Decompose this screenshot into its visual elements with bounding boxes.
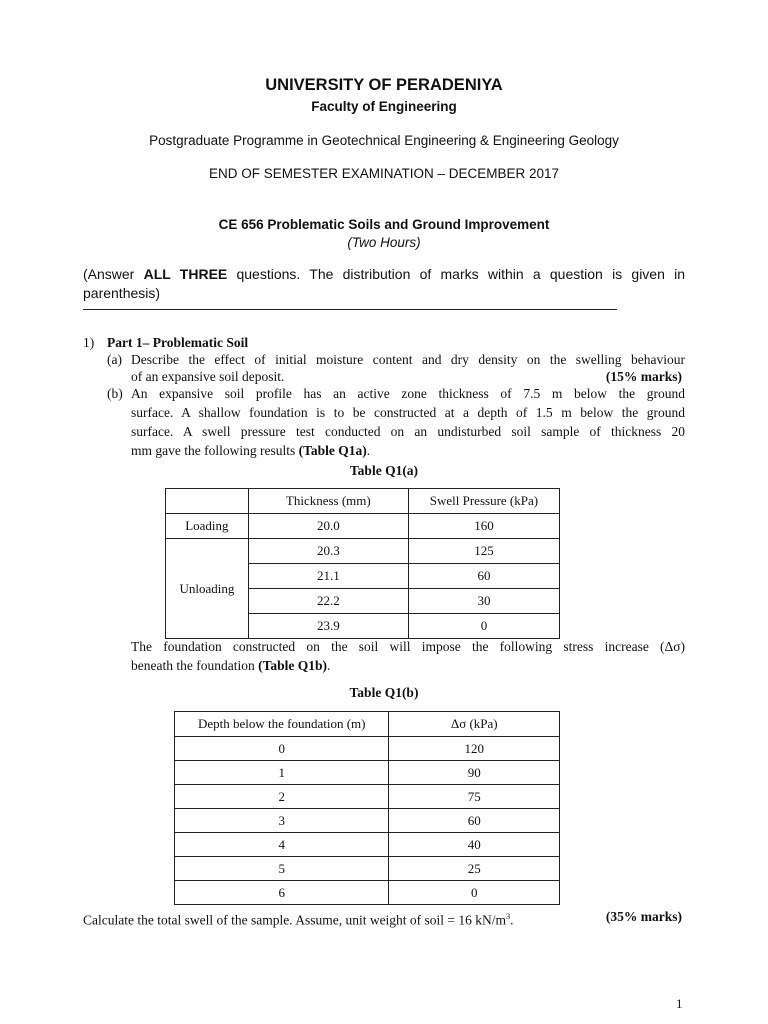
table-row <box>175 857 560 881</box>
part-b-line-4 <box>131 441 370 460</box>
programme-title: Postgraduate Programme in Geotechnical Engineering & Engineering Geology <box>149 133 619 148</box>
instructions-emphasis: ALL THREE <box>143 266 228 282</box>
table-q1a-caption: Table Q1(a) <box>349 463 419 478</box>
stress-text-line-2-text: beneath the foundation <box>131 658 259 673</box>
table-row <box>166 489 560 514</box>
stress-cell: 120 <box>389 737 560 761</box>
part-a-marks: (15% marks) <box>605 369 682 384</box>
table-header-cell <box>166 489 249 514</box>
table-header-cell: Δσ (kPa) <box>389 712 560 737</box>
table-row <box>175 833 560 857</box>
pressure-cell: 0 <box>408 614 559 639</box>
stress-cell: 40 <box>389 833 560 857</box>
table-row <box>175 712 560 737</box>
exam-duration: (Two Hours) <box>347 235 421 250</box>
page-number: 1 <box>676 996 683 1011</box>
thickness-cell: 20.3 <box>248 539 408 564</box>
calculation-end: . <box>510 912 514 928</box>
stress-cell: 25 <box>389 857 560 881</box>
table-q1b-caption: Table Q1(b) <box>349 685 419 700</box>
part-b-line-4-text: mm gave the following results <box>131 443 299 458</box>
unloading-label: Unloading <box>166 539 249 639</box>
table-q1a <box>165 488 560 639</box>
thickness-cell: 22.2 <box>248 589 408 614</box>
university-name: UNIVERSITY OF PERADENIYA <box>265 76 503 94</box>
calculation-text: Calculate the total swell of the sample. Assume, unit weight of soil = 16 kN/m <box>83 912 507 928</box>
calculation-instruction <box>83 907 513 930</box>
loading-label: Loading <box>166 514 249 539</box>
table-row <box>175 737 560 761</box>
table-row <box>175 809 560 833</box>
thickness-cell: 21.1 <box>248 564 408 589</box>
question-number: 1) <box>83 335 95 350</box>
depth-cell: 0 <box>175 737 389 761</box>
depth-cell: 5 <box>175 857 389 881</box>
stress-text-line-2 <box>131 656 330 675</box>
table-row <box>166 539 560 564</box>
table-row <box>175 785 560 809</box>
part-b-label: (b) <box>107 386 123 401</box>
instructions-pre: (Answer <box>83 266 144 282</box>
separator-line <box>83 309 617 310</box>
faculty-name: Faculty of Engineering <box>311 99 457 114</box>
pressure-cell: 60 <box>408 564 559 589</box>
stress-cell: 60 <box>389 809 560 833</box>
table-header-cell: Swell Pressure (kPa) <box>408 489 559 514</box>
part-a-line-2: of an expansive soil deposit. <box>131 369 285 384</box>
exam-title: END OF SEMESTER EXAMINATION – DECEMBER 2017 <box>208 166 560 181</box>
stress-cell: 0 <box>389 881 560 905</box>
calculation-marks: (35% marks) <box>605 909 682 924</box>
thickness-cell: 20.0 <box>248 514 408 539</box>
depth-cell: 3 <box>175 809 389 833</box>
table-q1b <box>174 711 560 905</box>
unit-exponent: 3 <box>506 912 511 921</box>
table-row <box>166 514 560 539</box>
depth-cell: 2 <box>175 785 389 809</box>
question-title: Part 1– Problematic Soil <box>107 335 249 350</box>
table-q1a-reference: (Table Q1a) <box>298 443 367 458</box>
depth-cell: 4 <box>175 833 389 857</box>
part-b-line-3: surface. A swell pressure test conducted on an undisturbed soil sample of thickness 20 <box>131 424 685 439</box>
stress-text-line-2-end: . <box>327 658 331 673</box>
table-row <box>175 881 560 905</box>
table-header-cell: Depth below the foundation (m) <box>175 712 389 737</box>
part-a-line-1: Describe the effect of initial moisture content and dry density on the swelling behaviour <box>131 352 685 367</box>
part-b-line-2: surface. A shallow foundation is to be constructed at a depth of 1.5 m below the ground <box>131 405 685 420</box>
part-a-label: (a) <box>107 352 122 367</box>
pressure-cell: 160 <box>408 514 559 539</box>
stress-text-line-1: The foundation constructed on the soil will impose the following stress increase (Δσ) <box>131 639 685 654</box>
table-q1b-reference: (Table Q1b) <box>258 658 327 673</box>
exam-instructions <box>83 265 685 303</box>
depth-cell: 6 <box>175 881 389 905</box>
instructions-post: questions. The distribution of marks within a question is given in parenthesis) <box>83 266 686 301</box>
table-row <box>175 761 560 785</box>
part-b-line-4-end: . <box>366 443 371 458</box>
pressure-cell: 125 <box>408 539 559 564</box>
table-header-cell: Thickness (mm) <box>248 489 408 514</box>
part-b-line-1: An expansive soil profile has an active zone thickness of 7.5 m below the ground <box>131 386 685 401</box>
stress-cell: 90 <box>389 761 560 785</box>
thickness-cell: 23.9 <box>248 614 408 639</box>
course-title: CE 656 Problematic Soils and Ground Improvement <box>218 217 550 232</box>
pressure-cell: 30 <box>408 589 559 614</box>
stress-cell: 75 <box>389 785 560 809</box>
depth-cell: 1 <box>175 761 389 785</box>
